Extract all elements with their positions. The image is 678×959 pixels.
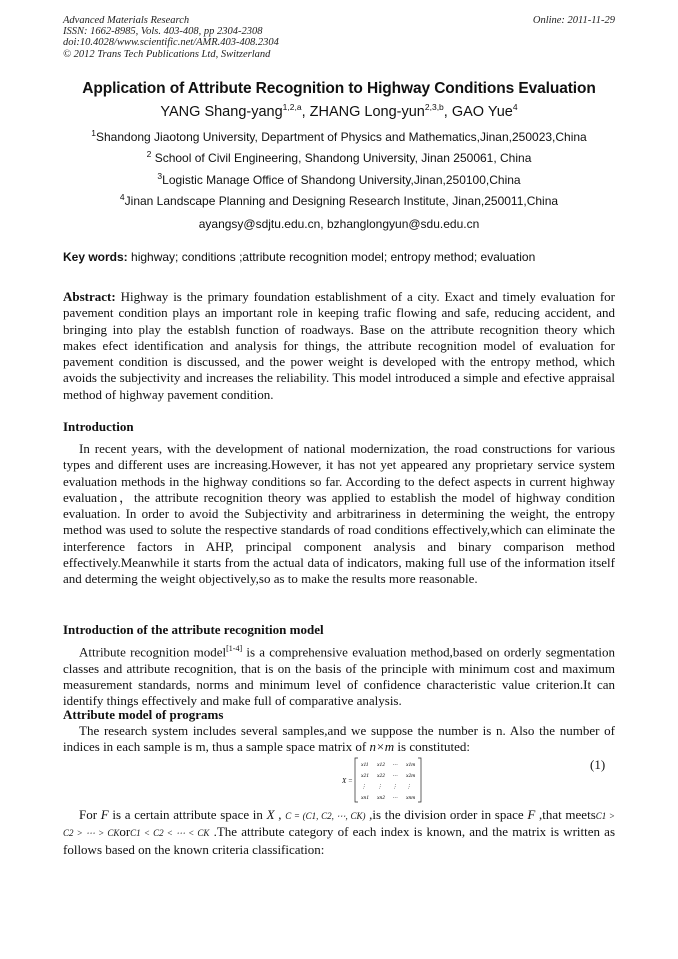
paragraph-text: is a certain attribute space in <box>108 807 267 822</box>
author-separator: , <box>301 104 310 120</box>
copyright-line: © 2012 Trans Tech Publications Ltd, Switzerland <box>63 48 271 60</box>
matrix-cell: xnm <box>406 795 416 801</box>
journal-header <box>63 15 615 60</box>
affiliation-3 <box>40 173 638 187</box>
abstract-label: Abstract: <box>63 289 116 304</box>
matrix-cell: ⋯ <box>392 795 398 801</box>
section-heading-attribute-recognition-model: Introduction of the attribute recognition model <box>63 622 324 637</box>
matrix-cell: ⋮ <box>406 784 412 790</box>
affiliation-sup: 3 <box>157 171 163 181</box>
math-F: F <box>527 807 536 822</box>
matrix-cell: ⋮ <box>361 784 367 790</box>
author-name: ZHANG Long-yun <box>309 104 425 120</box>
math-condition-ascending: C1 < C2 < ⋯ < CK <box>130 828 210 839</box>
math-X: X <box>266 807 275 822</box>
matrix-cells <box>360 762 415 801</box>
attribute-space-paragraph <box>63 807 615 858</box>
author-emails: ayangsy@sdjtu.edu.cn, bzhanglongyun@sdu.edu.cn <box>198 217 480 231</box>
paragraph-text: ,that meets <box>535 807 596 822</box>
paragraph-text: ,is the division order in space <box>365 807 528 822</box>
matrix-cell: x11 <box>361 762 369 768</box>
author-sup: 2,3,b <box>424 102 444 113</box>
matrix-cell: x22 <box>377 773 385 779</box>
journal-name: Advanced Materials Research <box>63 15 190 26</box>
keywords <box>63 250 615 264</box>
matrix-cell: ⋮ <box>392 784 398 790</box>
introduction-paragraph: In recent years, with the development of national modernization, the road constructions for various types and different uses are increasing.However, it has not yet appeared any proprietary service system evaluation methods in the highway conditions so far. According to the defect aspects in current highway evaluation，the attribute recognition theory was applied to establish the model of highway condition evaluation. In order to avoid the Subjectivity and arbitrariness in determining the weight, the entropy method was used to solute the respective standards of road conditions effectively,which can eliminate the interference factors in AHP, principal component analysis and binary comparison method effectively.Meanwhile it starts from the actual data of indicators, making full use of the information itself and determing the weight objectively,so as to make the results more reasonable. <box>63 441 615 587</box>
matrix-cell: x21 <box>361 773 369 779</box>
sample-matrix-equation <box>342 755 422 805</box>
math-C-set: C = (C1, C2, ⋯, CK) <box>285 811 366 821</box>
author-separator: , <box>443 104 452 120</box>
matrix-cell: ⋯ <box>392 762 398 768</box>
doi-line: doi:10.4028/www.scientific.net/AMR.403-408.2304 <box>63 37 279 49</box>
affiliation-text: Shandong Jiaotong University, Department of Physics and Mathematics,Jinan,250023,China <box>96 130 587 144</box>
author-sup: 4 <box>512 102 518 113</box>
affiliation-text: Logistic Manage Office of Shandong University,Jinan,250100,China <box>162 173 521 187</box>
affiliation-text: Jinan Landscape Planning and Designing Research Institute, Jinan,250011,China <box>124 194 559 208</box>
citation-ref: [1-4] <box>226 644 243 653</box>
author-sup: 1,2,a <box>282 102 302 113</box>
paragraph-text: For <box>79 807 101 822</box>
matrix-right-bracket <box>418 758 421 802</box>
matrix-cell: ⋯ <box>392 773 398 779</box>
paragraph-text: or <box>119 824 131 840</box>
paragraph-text: is constituted: <box>394 739 471 755</box>
paragraph-text: is a comprehensive evaluation method,based on orderly segmentation classes and attribute recognition, that is on the basis of the principle with minimum cost and maximum measurement standards, norms and minimum level of confidence characteristic value criterion.It can identify things effectively and make full of comparative analysis. <box>63 644 615 709</box>
abstract-text: Highway is the primary foundation establishment of a city. Exact and timely evaluation for pavement condition plays an important role in keeping trafic flowing and safe, reducing accident, and bringing into play the establsh function of roadways. Base on the attribute recognition theory which makes efect identification and analysis for things, the attribute recognition model of evaluation for pavement condition is discussed, and the power weight is developed with the entropy method, which avoids the subjectivity and increases the reliability. This model introduced a simple and efective appraisal method of highway pavement condition. <box>63 289 615 402</box>
equation-number: (1) <box>590 757 606 772</box>
matrix-cell: xn2 <box>377 795 385 801</box>
matrix-cell: x1m <box>406 762 416 768</box>
affiliation-sup: 2 <box>146 149 152 159</box>
keywords-label: Key words: <box>63 250 128 264</box>
matrix-cell: xn1 <box>361 795 369 801</box>
affiliation-text: School of Civil Engineering, Shandong University, Jinan 250061, China <box>151 151 532 165</box>
affiliation-4 <box>40 194 638 208</box>
affiliation-sup: 4 <box>119 192 125 202</box>
math-condition-descending: C1 > C2 > ⋯ > CK <box>63 811 616 839</box>
math-F: F <box>100 807 109 822</box>
paragraph-text: , <box>274 807 286 822</box>
matrix-cell: x12 <box>377 762 385 768</box>
paragraph-text: Attribute recognition model <box>79 644 227 660</box>
matrix-left-bracket <box>355 758 358 802</box>
section-heading-attribute-model-programs: Attribute model of programs <box>63 707 224 722</box>
affiliation-1 <box>40 130 638 144</box>
matrix-cell: x2m <box>406 773 416 779</box>
issn-line: ISSN: 1662-8985, Vols. 403-408, pp 2304-2308 <box>63 26 263 38</box>
keywords-text: highway; conditions ;attribute recognition model; entropy method; evaluation <box>127 250 536 264</box>
affiliation-sup: 1 <box>91 128 96 138</box>
online-date: Online: 2011-11-29 <box>532 15 615 26</box>
section-heading-introduction: Introduction <box>63 419 134 434</box>
math-dims: n×m <box>369 739 395 755</box>
author-list <box>40 104 638 120</box>
paragraph-text: The research system includes several samples,and we suppose the number is n. Also the number of indices in each sample is m, thus a sample space matrix of <box>63 723 615 755</box>
author-name: YANG Shang-yang <box>160 104 283 120</box>
author-name: GAO Yue <box>451 104 513 120</box>
affiliation-2 <box>40 151 638 165</box>
paragraph-text: .The attribute category of each index is known, and the matrix is written as follows based on the known criteria classification: <box>63 824 615 857</box>
matrix-cell: ⋮ <box>377 784 383 790</box>
abstract <box>63 289 615 403</box>
programs-paragraph <box>63 723 615 756</box>
paper-title: Application of Attribute Recognition to Highway Conditions Evaluation <box>82 80 596 97</box>
matrix-lhs: X = <box>342 777 353 785</box>
attribute-model-paragraph <box>63 641 615 710</box>
